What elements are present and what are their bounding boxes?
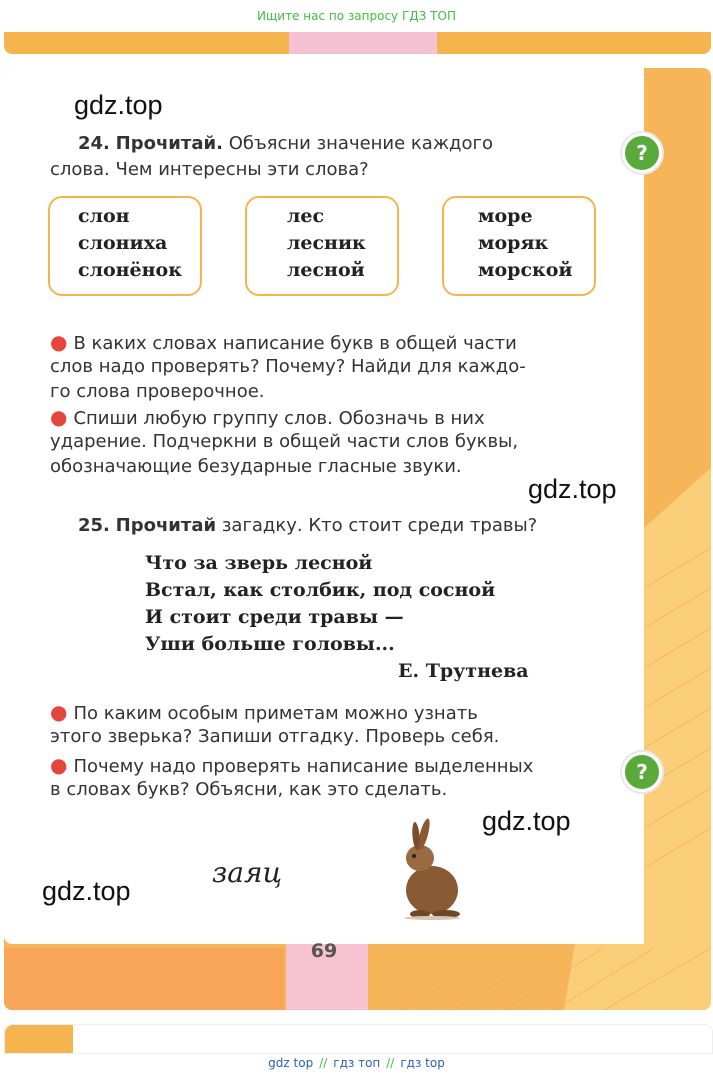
word: слонёнок (78, 259, 182, 281)
ex24-line2: слова. Чем интересны эти слова? (50, 159, 369, 180)
question-icon[interactable]: ? (622, 752, 662, 792)
ex25-number: 25. (78, 515, 110, 536)
ex24-bullet2 (50, 405, 600, 431)
word-group-2 (245, 196, 399, 296)
text-line: По каким особым приметам можно узнать (73, 703, 478, 724)
text-line: го слова проверочное. (50, 381, 265, 402)
next-page-stripe (5, 1025, 73, 1053)
footer-link[interactable]: гдз top (400, 1056, 445, 1070)
prev-page-edge (4, 32, 711, 54)
prev-page-tab (289, 32, 437, 54)
handwritten-answer (210, 848, 300, 896)
poem-line: И стоит среди травы — (145, 606, 404, 628)
text-line: в словах букв? Объясни, как это сделать. (50, 779, 448, 800)
poem-line: Что за зверь лесной (145, 552, 373, 574)
top-banner (0, 0, 713, 32)
word: лесной (287, 259, 365, 281)
footer-link[interactable]: gdz top (268, 1056, 314, 1070)
page-number: 69 (310, 940, 338, 962)
top-banner-text[interactable]: Ищите нас по запросу ГДЗ ТОП (257, 9, 456, 23)
watermark: gdz.top (482, 806, 571, 836)
footer-separator: // (386, 1056, 395, 1070)
footer-separator: // (319, 1056, 328, 1070)
ex25-bullet1 (50, 700, 600, 726)
ex24-heading (50, 132, 600, 156)
watermark: gdz.top (74, 90, 163, 120)
word: слон (78, 205, 130, 227)
ex24-instruction: Прочитай. (115, 133, 223, 154)
word: моряк (478, 232, 549, 254)
word-group-3 (442, 196, 596, 296)
bullet-icon: ● (50, 330, 68, 354)
text-line: В каких словах написание букв в общей части (73, 333, 517, 354)
ex24-line1: Объясни значение каждого (228, 133, 493, 154)
bullet-icon: ● (50, 405, 68, 429)
poem-line: Уши больше головы... (145, 633, 395, 655)
word: лес (287, 205, 325, 227)
ex24-bullet1 (50, 330, 600, 356)
bullet-icon: ● (50, 753, 68, 777)
ex25-line1: загадку. Кто стоит среди травы? (221, 515, 538, 536)
word: слониха (78, 232, 168, 254)
hare-illustration (398, 818, 470, 920)
watermark: gdz.top (528, 474, 617, 504)
text-line: Почему надо проверять написание выделенных (73, 756, 534, 777)
poem-author: Е. Трутнева (398, 660, 529, 682)
text-line: этого зверька? Запиши отгадку. Проверь себя. (50, 726, 500, 747)
word-group-1 (48, 196, 202, 296)
question-icon[interactable]: ? (622, 133, 662, 173)
word: лесник (287, 232, 366, 254)
handwritten-text: заяц (212, 856, 283, 889)
next-page (4, 1024, 713, 1054)
text-line: слов надо проверять? Почему? Найди для каждо- (50, 356, 526, 377)
text-line: Спиши любую группу слов. Обозначь в них (73, 408, 485, 429)
footer-link[interactable]: гдз топ (333, 1056, 381, 1070)
bullet-icon: ● (50, 700, 68, 724)
text-line: обозначающие безударные гласные звуки. (50, 456, 462, 477)
ex25-bullet2 (50, 753, 600, 779)
ex24-number: 24. (78, 133, 110, 154)
footer (0, 1056, 713, 1070)
watermark: gdz.top (42, 876, 131, 906)
text-line: ударение. Подчеркни в общей части слов буквы, (50, 431, 519, 452)
poem-line: Встал, как столбик, под сосной (145, 579, 496, 601)
ex25-instruction: Прочитай (115, 515, 217, 536)
word: морской (478, 259, 573, 281)
next-page-edge (0, 1024, 713, 1082)
word: море (478, 205, 533, 227)
ex25-heading (50, 514, 600, 538)
